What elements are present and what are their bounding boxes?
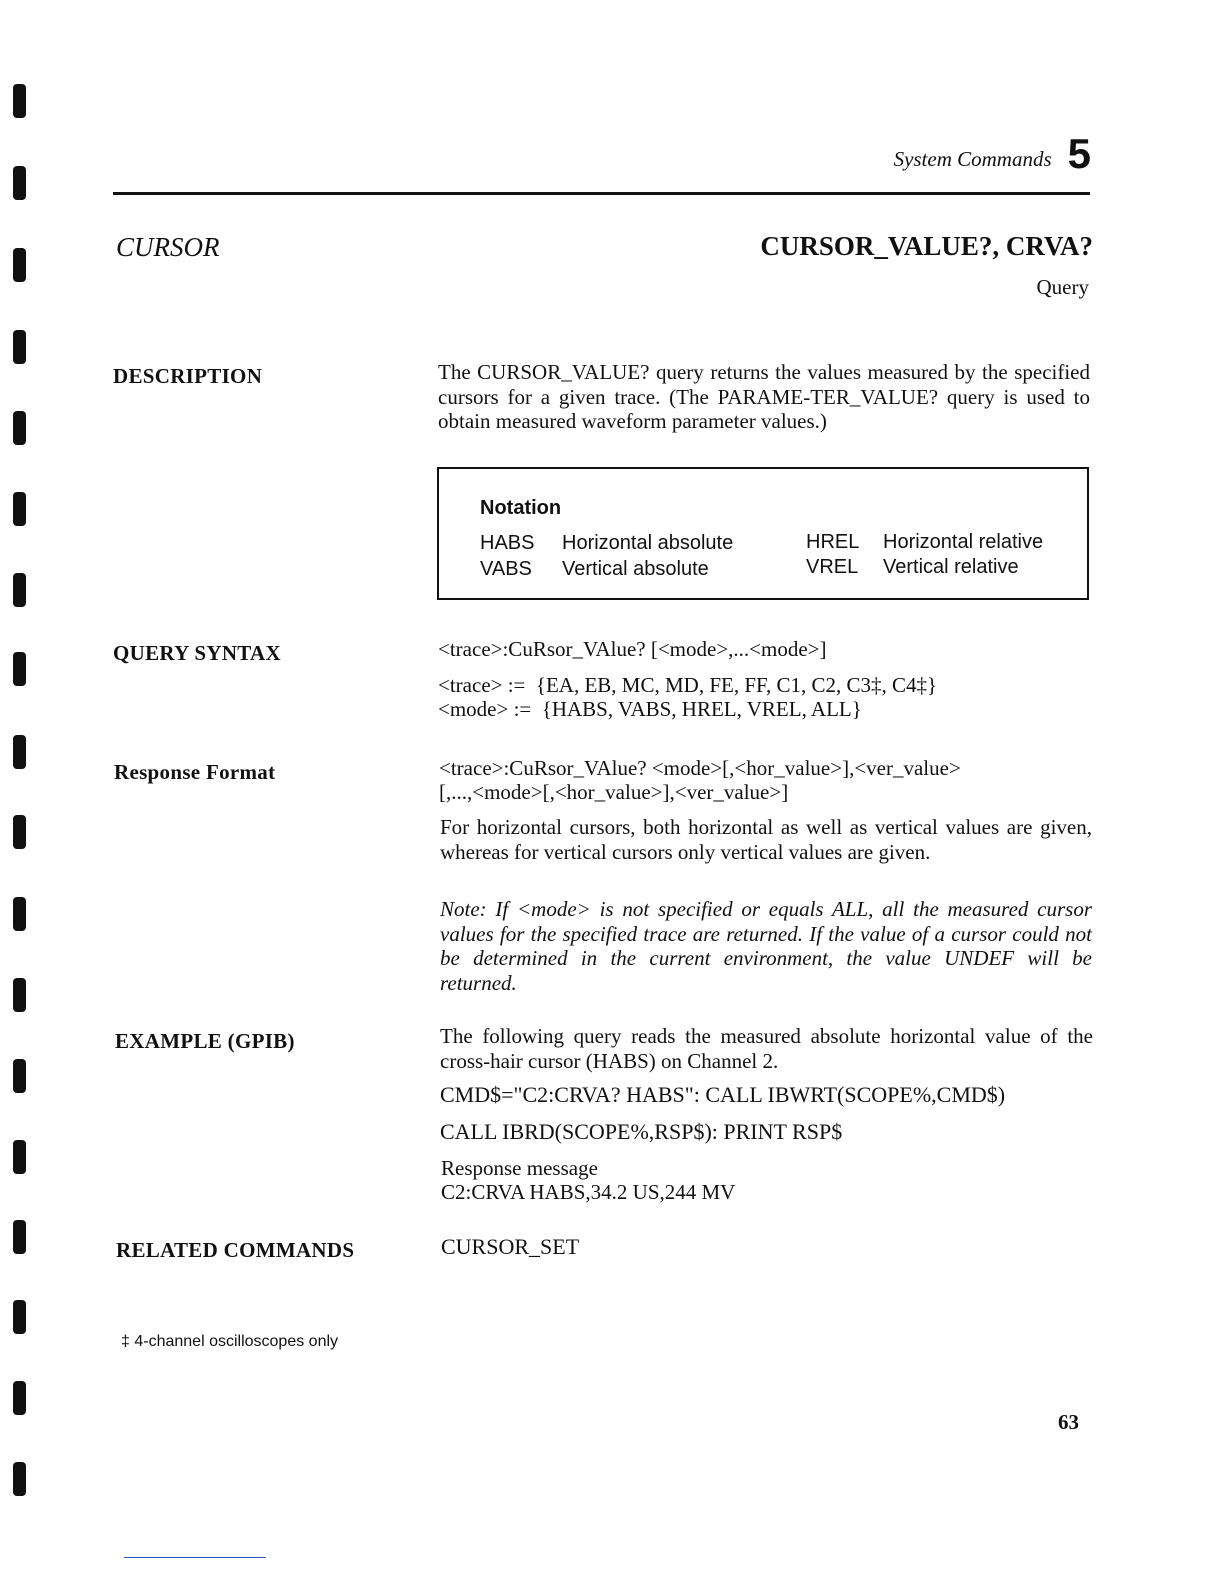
notation-abbr: HREL — [806, 531, 860, 553]
example-code: CMD$="C2:CRVA? HABS": CALL IBWRT(SCOPE%,CMD$) — [440, 1082, 1006, 1107]
binder-hole — [13, 897, 26, 931]
notation-abbr: VREL — [806, 556, 859, 578]
notation-title: Notation — [480, 497, 562, 519]
footnote: ‡ 4-channel oscilloscopes only — [121, 1333, 339, 1350]
section-category: CURSOR — [116, 232, 220, 262]
notation-desc: Vertical absolute — [562, 558, 709, 580]
binder-hole — [13, 978, 26, 1012]
response-format-label: Response Format — [114, 760, 276, 784]
header-title: System Commands — [893, 147, 1052, 171]
binder-hole — [13, 411, 26, 445]
related-command: CURSOR_SET — [441, 1234, 580, 1259]
binder-hole — [13, 1300, 26, 1334]
binder-hole — [13, 1381, 26, 1415]
response-message-label: Response message — [441, 1156, 598, 1180]
example-text: The following query reads the measured absolute horizontal value of the cross-hair cursor (HABS) on Channel 2. — [440, 1024, 1093, 1073]
example-label: EXAMPLE (GPIB) — [115, 1029, 295, 1053]
binder-hole — [13, 1140, 26, 1174]
chapter-number: 5 — [1067, 130, 1091, 177]
notation-desc: Horizontal relative — [883, 531, 1044, 553]
query-syntax: <trace>:CuRsor_VAlue? [<mode>,...<mode>] — [438, 637, 827, 661]
description-label: DESCRIPTION — [113, 364, 263, 388]
response-message-value: C2:CRVA HABS,34.2 US,244 MV — [441, 1180, 736, 1204]
response-format-line: <trace>:CuRsor_VAlue? <mode>[,<hor_value>],<ver_value> — [439, 756, 961, 780]
binder-hole — [13, 492, 26, 526]
notation-abbr: VABS — [480, 558, 532, 580]
mode-definition: <mode> := {HABS, VABS, HREL, VREL, ALL} — [438, 697, 862, 721]
command-type: Query — [1036, 275, 1089, 299]
example-code: CALL IBRD(SCOPE%,RSP$): PRINT RSP$ — [440, 1119, 843, 1144]
page-number: 63 — [1058, 1410, 1079, 1434]
response-note: Note: If <mode> is not specified or equals ALL, all the measured cursor values for the specified trace are returned. If the value of a cursor could not be determined in the current environment, the value UNDEF will be returned. — [440, 897, 1092, 995]
description-text: The CURSOR_VALUE? query returns the values measured by the specified cursors for a given trace. (The PARAME-TER_VALUE? query is used to obtain measured waveform parameter values.) — [438, 360, 1090, 433]
notation-desc: Horizontal absolute — [562, 532, 734, 554]
header-rule — [113, 192, 1090, 195]
binder-hole — [13, 330, 26, 364]
running-header — [894, 128, 1091, 178]
trace-definition: <trace> := {EA, EB, MC, MD, FE, FF, C1, C2, C3‡, C4‡} — [438, 673, 938, 697]
notation-box — [437, 467, 1089, 600]
binder-hole — [13, 1462, 26, 1496]
notation-desc: Vertical relative — [883, 556, 1019, 578]
binder-hole — [13, 573, 26, 607]
binder-hole — [13, 1220, 26, 1254]
binder-hole — [13, 248, 26, 282]
related-commands-label: RELATED COMMANDS — [116, 1238, 355, 1262]
binder-hole — [13, 815, 26, 849]
binder-hole — [13, 1059, 26, 1093]
binder-hole — [13, 84, 26, 118]
binder-hole — [13, 166, 26, 200]
binder-hole — [13, 652, 26, 686]
binder-hole — [13, 735, 26, 769]
query-syntax-label: QUERY SYNTAX — [113, 641, 281, 665]
command-title: CURSOR_VALUE?, CRVA? — [760, 231, 1093, 261]
response-explanation: For horizontal cursors, both horizontal as well as vertical values are given, whereas for vertical cursors only vertical values are given. — [440, 815, 1092, 864]
response-format-line: [,...,<mode>[,<hor_value>],<ver_value>] — [439, 780, 789, 804]
notation-abbr: HABS — [480, 532, 535, 554]
bottom-mark — [124, 1557, 266, 1558]
